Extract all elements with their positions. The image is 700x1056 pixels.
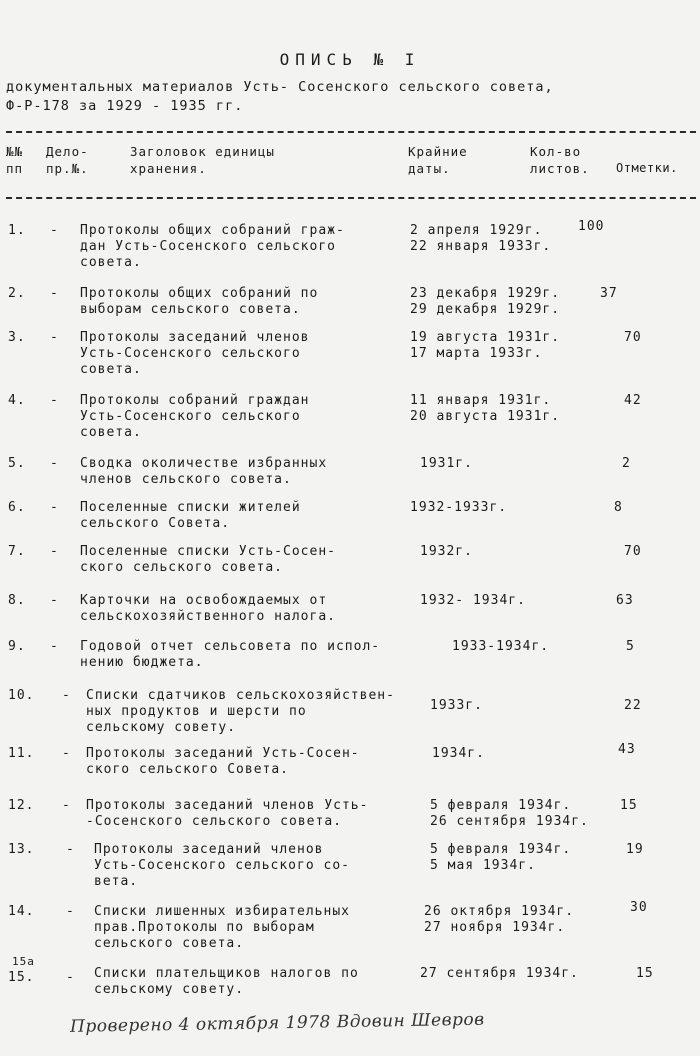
header-divider (6, 197, 696, 199)
row-number: 14. (8, 904, 35, 919)
row-dates: 1933-1934г. (452, 639, 550, 654)
row-dates: 5 февраля 1934г. 26 сентября 1934г. (430, 798, 589, 829)
row-title: Поселенные списки жителей сельского Совета. (80, 500, 301, 531)
row-number: 4. (8, 393, 26, 408)
document-page: ОПИСЬ № I документальных материалов Усть- Сосенского сельского совета, Ф-Р-178 за 1929 - 1935 гг. №№ пп Дело- пр.№. Заголовок единицы хранения. Крайние даты. Кол-во листов. Отметки. 1. - Протоколы общих собраний граж- дан Усть-Сосенского сельского совета. 2 апреля 1929г. 22 января 1933г. 100 2. - Протоколы общих собраний по выборам сельского совета. 23 декабря 1929г. 29 декабря 1929г. 37 3. - Протоколы заседаний членов Усть-Сосенского сельского совета. 19 августа 1931г. 17 марта 1933г. 70 4. - Протоколы собраний граждан Усть-Сосенского сельского совета. 11 января 1931г. 20 августа 1931г. 42 5. - Сводка околичестве избранных членов сельского совета. 1931г. 2 6. - Поселенные списки жителей сельского Совета. 1932-1933г. 8 7. - Поселенные списки Усть-Сосен- ского сельского совета. 1932г. 70 8. - Карточки на освобождаемых от сельскохозяйственного налога. 1932- 1934г. 63 9. - Годовой отчет сельсовета по испол- нению бюджета. 1933-1934г. 5 10. - Списки сдатчиков сельскохозяйствен- ных продуктов и шерсти по сельскому совету. 1933г. 22 11. - Протоколы заседаний Усть-Сосен- ского сельского Совета. 1934г. 43 12. - Протоколы заседаний членов Усть- -Сосенского сельского совета. 5 февраля 1934г. 26 сентября 1934г. 15 13. - Протоколы заседаний членов Усть-Сосенского сельского со- вета. 5 февраля 1934г. 5 мая 1934г. 19 14. - Списки лишенных избирательных прав.Протоколы по выборам сельского совета. 26 октября 1934г. 27 ноября 1934г. 30 15а 15. - Списки плательщиков налогов по сельскому совету. 27 сентября 1934г. 15 Проверено 4 октября 1978 Вдовин Шевров (0, 0, 700, 1056)
row-title: Протоколы общих собраний по выборам сельского совета. (80, 286, 319, 317)
row-count: 8 (614, 500, 623, 515)
row-count: 30 (630, 900, 648, 915)
row-title: Поселенные списки Усть-Сосен- ского сельского совета. (80, 544, 336, 575)
row-count: 22 (624, 698, 642, 713)
row-side-mark: 15а (12, 955, 35, 968)
row-count: 2 (622, 456, 631, 471)
row-dates: 23 декабря 1929г. 29 декабря 1929г. (410, 286, 561, 317)
row-dates: 11 января 1931г. 20 августа 1931г. (410, 393, 561, 424)
handwritten-verification-note: Проверено 4 октября 1978 Вдовин Шевров (69, 1009, 485, 1037)
row-number: 1. (8, 223, 26, 238)
subtitle-line-1: документальных материалов Усть- Сосенского сельского совета, (6, 79, 554, 95)
row-number: 9. (8, 639, 26, 654)
row-number: 15. (8, 970, 35, 985)
header-count: Кол-во листов. (530, 144, 590, 176)
document-title: ОПИСЬ № I (279, 50, 421, 69)
row-title: Протоколы заседаний членов Усть- -Сосенского сельского совета. (86, 798, 369, 829)
header-notes: Отметки. (616, 161, 678, 175)
row-count: 15 (636, 966, 654, 981)
row-count: 42 (624, 393, 642, 408)
row-number: 2. (8, 286, 26, 301)
row-number: 13. (8, 842, 35, 857)
row-count: 43 (618, 742, 636, 757)
header-num: №№ пп (6, 144, 24, 176)
row-number: 3. (8, 330, 26, 345)
row-title: Сводка околичестве избранных членов сельского совета. (80, 456, 328, 487)
row-dates: 1934г. (432, 746, 485, 761)
header-dates: Крайние даты. (408, 144, 468, 176)
row-dates: 5 февраля 1934г. 5 мая 1934г. (430, 842, 572, 873)
row-number: 7. (8, 544, 26, 559)
row-dates: 1933г. (430, 698, 483, 713)
row-number: 5. (8, 456, 26, 471)
top-divider (6, 131, 696, 133)
row-title: Протоколы заседаний членов Усть-Сосенского сельского со- вета. (94, 842, 350, 889)
row-dates: 19 августа 1931г. 17 марта 1933г. (410, 330, 561, 361)
row-number: 10. (8, 688, 35, 703)
subtitle-line-2: Ф-Р-178 за 1929 - 1935 гг. (6, 98, 244, 114)
row-dates: 1931г. (420, 456, 473, 471)
row-title: Протоколы собраний граждан Усть-Сосенского сельского совета. (80, 393, 310, 440)
header-title: Заголовок единицы хранения. (130, 144, 275, 176)
row-title: Списки лишенных избирательных прав.Протоколы по выборам сельского совета. (94, 904, 350, 951)
row-count: 100 (578, 219, 605, 234)
row-title: Протоколы заседаний членов Усть-Сосенского сельского совета. (80, 330, 310, 377)
row-count: 19 (626, 842, 644, 857)
row-count: 37 (600, 286, 618, 301)
row-title: Карточки на освобождаемых от сельскохозяйственного налога. (80, 593, 336, 624)
document-subtitle (6, 78, 696, 116)
row-number: 8. (8, 593, 26, 608)
row-count: 15 (620, 798, 638, 813)
row-count: 63 (616, 593, 634, 608)
row-count: 70 (624, 544, 642, 559)
row-number: 12. (8, 798, 35, 813)
row-dates: 1932-1933г. (410, 500, 508, 515)
row-dates: 2 апреля 1929г. 22 января 1933г. (410, 223, 552, 254)
row-title: Списки плательщиков налогов по сельскому совету. (94, 966, 359, 997)
row-count: 5 (626, 639, 635, 654)
row-dates: 27 сентября 1934г. (420, 966, 579, 981)
row-number: 11. (8, 746, 35, 761)
row-dates: 1932г. (420, 544, 473, 559)
row-title: Протоколы заседаний Усть-Сосен- ского сельского Совета. (86, 746, 360, 777)
row-title: Протоколы общих собраний граж- дан Усть-Сосенского сельского совета. (80, 223, 345, 270)
row-dates: 26 октября 1934г. 27 ноября 1934г. (424, 904, 575, 935)
row-title: Годовой отчет сельсовета по испол- нению бюджета. (80, 639, 381, 670)
header-case: Дело- пр.№. (46, 144, 89, 176)
row-count: 70 (624, 330, 642, 345)
row-number: 6. (8, 500, 26, 515)
row-dates: 1932- 1934г. (420, 593, 526, 608)
row-title: Списки сдатчиков сельскохозяйствен- ных продуктов и шерсти по сельскому совету. (86, 688, 395, 735)
